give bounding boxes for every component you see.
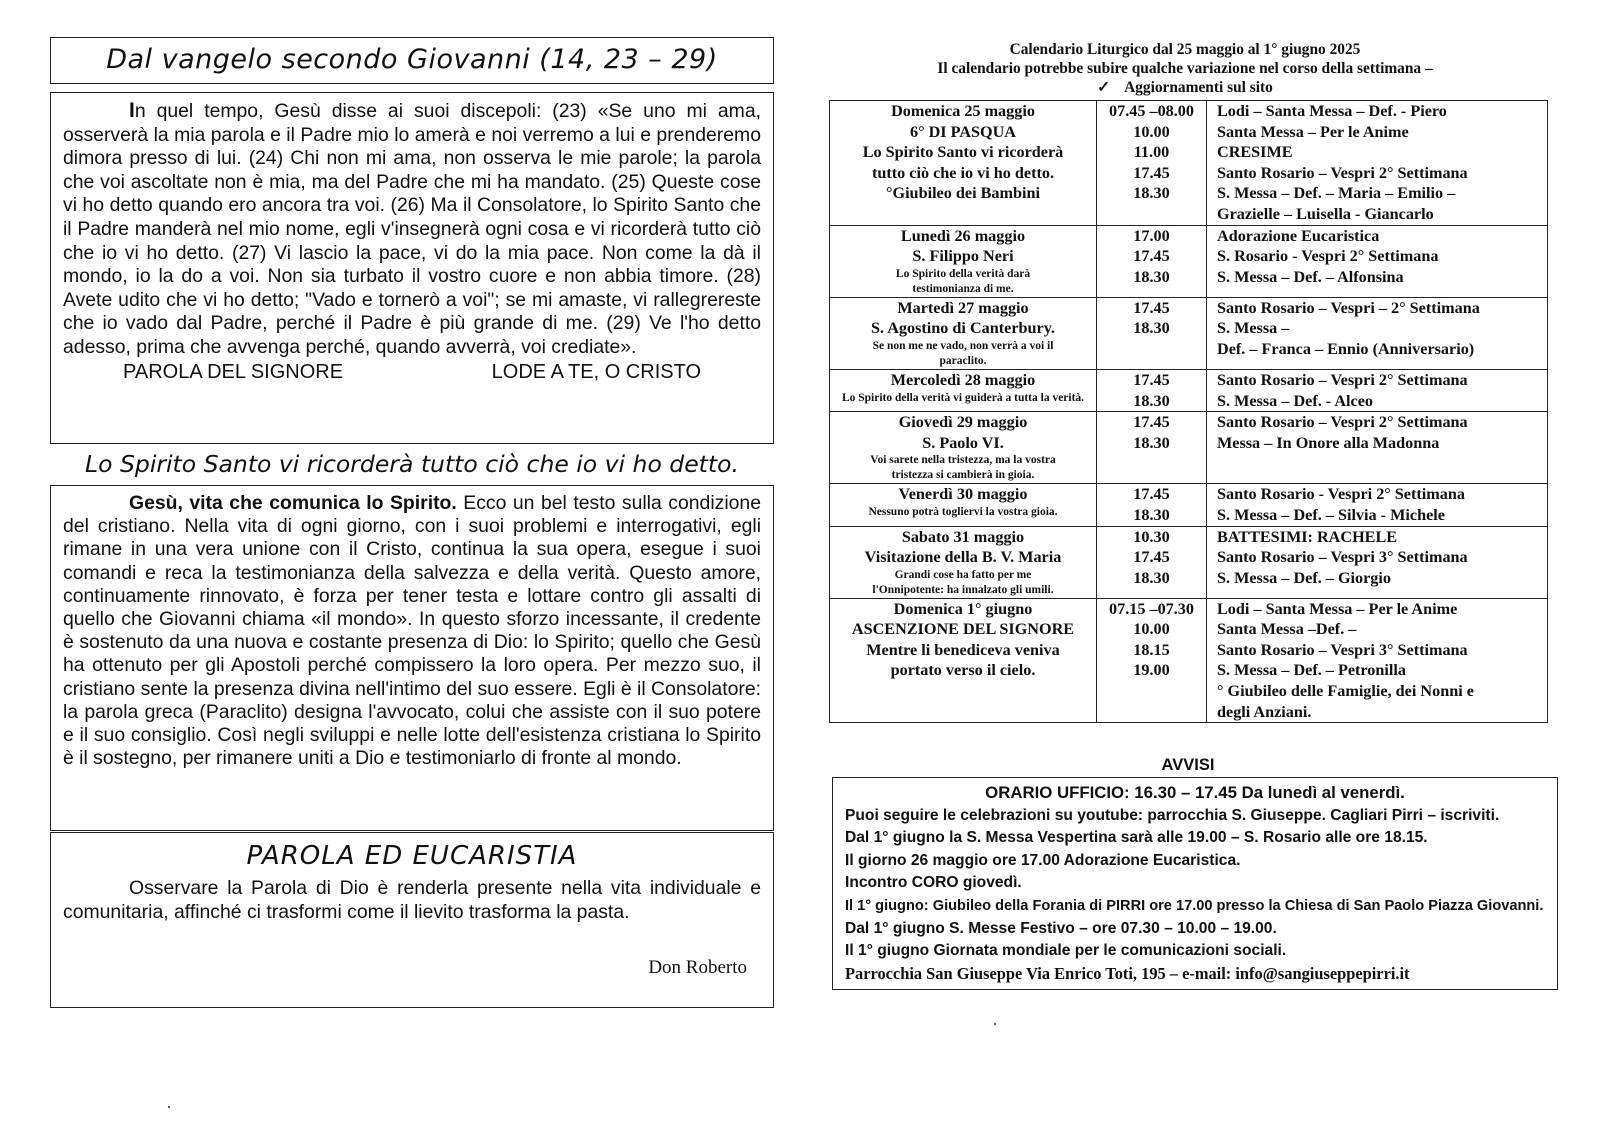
day-scripture-note: Nessuno potrà togliervi la vostra gioia. — [868, 505, 1058, 518]
event-time: 18.30 — [1133, 391, 1170, 410]
event-description: Messa – In Onore alla Madonna — [1217, 433, 1440, 452]
event-description: S. Messa – Def. – Silvia - Michele — [1217, 505, 1445, 524]
avvisi-line: Parrocchia San Giuseppe Via Enrico Toti, 195 – e-mail: info@sangiuseppepirri.it — [845, 963, 1410, 983]
day-scripture-note: Grandi cose ha fatto per me — [894, 568, 1032, 581]
event-time: 17.45 — [1133, 370, 1170, 389]
day-label: Visitazione della B. V. Maria — [864, 548, 1062, 567]
event-description: S. Rosario - Vespri 2° Settimana — [1217, 247, 1439, 266]
day-scripture-note: Lo Spirito della verità vi guiderà a tutta la verità. — [841, 391, 1085, 404]
calendar-day-cell — [830, 369, 1097, 411]
calendar-time-cell — [1097, 412, 1207, 484]
day-scripture-note: Voi sarete nella tristezza, ma la vostra — [870, 454, 1056, 467]
calendar-row — [830, 598, 1548, 723]
event-time: 07.15 –07.30 — [1109, 599, 1194, 618]
day-scripture-note: testimonianza di me. — [912, 282, 1014, 295]
event-time: 11.00 — [1133, 143, 1170, 162]
event-time: 10.00 — [1133, 122, 1170, 141]
signature: Don Roberto — [648, 957, 747, 978]
calendar-subtitle: Il calendario potrebbe subire qualche variazione nel corso della settimana – — [937, 60, 1433, 77]
event-time: 07.45 –08.00 — [1109, 102, 1194, 120]
avvisi-line: Dal 1° giugno la S. Messa Vespertina sarà alle 19.00 – S. Rosario alle ore 18.15. — [845, 829, 1428, 847]
calendar-row — [830, 369, 1548, 411]
event-description: Santo Rosario – Vespri – 2° Settimana — [1217, 298, 1480, 317]
event-time: 17.45 — [1133, 298, 1170, 317]
day-label: S. Paolo VI. — [922, 433, 1004, 452]
day-scripture-note: Se non me ne vado, non verrà a voi il — [872, 339, 1054, 352]
event-time: 17.45 — [1133, 485, 1170, 504]
calendar-event-cell — [1207, 369, 1548, 411]
calendar-row — [830, 412, 1548, 484]
event-description: Santo Rosario – Vespri 3° Settimana — [1217, 640, 1468, 659]
gospel-title: Dal vangelo secondo Giovanni (14, 23 – 29) — [106, 44, 718, 75]
avvisi-line: ORARIO UFFICIO: 16.30 – 17.45 Da lunedì al venerdì. — [985, 783, 1405, 802]
event-time: 19.00 — [1133, 661, 1170, 680]
commentary-heading: Gesù, vita che comunica lo Spirito. — [129, 492, 457, 514]
day-label: Mercoledì 28 maggio — [890, 370, 1036, 389]
event-description: Def. – Franca – Ennio (Anniversario) — [1217, 339, 1475, 358]
day-label: Domenica 1° giugno — [893, 599, 1033, 618]
event-description: Santo Rosario – Vespri 2° Settimana — [1217, 163, 1468, 182]
event-time: 17.45 — [1133, 548, 1170, 567]
event-time: 17.45 — [1133, 247, 1170, 266]
avvisi-line: Il 1° giugno: Giubileo della Forania di PIRRI ore 17.00 presso la Chiesa di San Paolo Piazza Giovanni. — [845, 897, 1544, 914]
parola-eucaristia-title: PAROLA ED EUCARISTIA — [246, 841, 578, 871]
calendar-event-cell — [1207, 101, 1548, 226]
calendar-day-cell — [830, 526, 1097, 598]
acclamation-right: LODE A TE, O CRISTO — [491, 360, 701, 383]
calendar-time-cell — [1097, 101, 1207, 226]
event-description: CRESIME — [1217, 143, 1293, 162]
calendar-event-cell — [1207, 297, 1548, 369]
avvisi-line: Puoi seguire le celebrazioni su youtube: parrocchia S. Giuseppe. Cagliari Pirri – iscriviti. — [845, 806, 1500, 824]
event-time: 17.45 — [1133, 413, 1170, 432]
event-time: 18.30 — [1133, 433, 1170, 452]
day-scripture-note: l'Onnipotente: ha innalzato gli umili. — [872, 583, 1054, 596]
calendar-event-cell — [1207, 412, 1548, 484]
parola-eucaristia-box — [50, 832, 774, 1008]
event-time: 18.30 — [1133, 568, 1170, 587]
day-label: ASCENZIONE DEL SIGNORE — [851, 620, 1075, 639]
calendar-table — [829, 100, 1548, 723]
calendar-day-cell — [830, 297, 1097, 369]
avvisi-line: Il giorno 26 maggio ore 17.00 Adorazione Eucaristica. — [845, 851, 1241, 869]
event-description: Santa Messa –Def. – — [1217, 620, 1357, 639]
gospel-dropcap: I — [129, 99, 135, 122]
scripture-quote: Lo Spirito Santo vi ricorderà tutto ciò che io vi ho detto. — [85, 450, 739, 478]
event-time: 18.30 — [1133, 319, 1170, 338]
gospel-acclamation — [63, 361, 761, 384]
commentary-paragraph — [63, 492, 761, 770]
calendar-event-cell — [1207, 598, 1548, 723]
day-scripture-note: paraclito. — [939, 354, 987, 367]
event-description: Adorazione Eucaristica — [1217, 226, 1380, 245]
calendar-day-cell — [830, 225, 1097, 297]
calendar-day-cell — [830, 101, 1097, 226]
day-label: Lo Spirito Santo vi ricorderà — [862, 143, 1064, 162]
gospel-title-box — [50, 37, 774, 84]
event-time: 10.00 — [1133, 620, 1170, 639]
calendar-time-cell — [1097, 484, 1207, 526]
calendar-row — [830, 484, 1548, 526]
event-time: 17.00 — [1133, 226, 1170, 245]
gospel-text-box — [50, 92, 774, 444]
calendar-row — [830, 526, 1548, 598]
day-scripture-note: tristezza si cambierà in gioia. — [891, 469, 1035, 482]
calendar-time-cell — [1097, 369, 1207, 411]
event-description: BATTESIMI: RACHELE — [1217, 527, 1398, 546]
calendar-row — [830, 101, 1548, 226]
scan-speck — [168, 1106, 170, 1108]
event-time: 17.45 — [1133, 163, 1170, 182]
event-description: S. Messa – Def. – Alfonsina — [1217, 267, 1404, 286]
avvisi-title: AVVISI — [1161, 756, 1215, 774]
parola-eucaristia-text: Osservare la Parola di Dio è renderla presente nella vita individuale e comunitaria, affinché ci trasformi come il lievito trasforma la pasta. — [63, 877, 761, 923]
avvisi-line: Incontro CORO giovedì. — [845, 874, 1022, 892]
commentary-box — [50, 485, 774, 831]
event-time: 18.30 — [1133, 267, 1170, 286]
event-time: 18.30 — [1133, 184, 1170, 203]
day-label: Mentre li benediceva veniva — [866, 640, 1060, 659]
acclamation-left: PAROLA DEL SIGNORE — [123, 360, 344, 383]
event-description: Lodi – Santa Messa – Def. - Piero — [1217, 102, 1447, 120]
event-description: Santa Messa – Per le Anime — [1217, 122, 1409, 141]
day-label: Sabato 31 maggio — [901, 527, 1025, 546]
event-description: Grazielle – Luisella - Giancarlo — [1217, 204, 1434, 223]
event-time: 18.30 — [1133, 505, 1170, 524]
event-description: degli Anziani. — [1217, 702, 1312, 721]
day-label: Lunedì 26 maggio — [900, 226, 1026, 245]
update-note-text: Aggiornamenti sul sito — [1124, 79, 1273, 96]
commentary-text: Ecco un bel testo sulla condizione del cristiano. Nella vita di ogni giorno, con i suoi problemi e interrogativi, egli rimane in una vera unione con il Cristo, continua la sua opera, esegue i suoi comandi e reca la testimonianza della salvezza e della verità. Questo amore, continuamente rinnovato, è forza per tener testa e lottare contro gli assalti di quello che Giovanni chiama «il mondo». In questo sforzo incessante, il credente è sostenuto da una nuova e costante presenza di Dio: lo Spirito; quello che Gesù ha ottenuto per gli Apostoli perché compissero la loro opera. Per mezzo suo, il cristiano sente la presenza divina nell'intimo del suo essere. Egli è il Consolatore: la parola greca (Paraclito) designa l'avvocato, colui che assiste con il suo potere e il suo consiglio. Così negli sviluppi e nelle lotte dell'esistenza cristiana lo Spirito è il sostegno, per rimanere uniti a Dio e testimoniarlo di fronte al mondo. — [63, 492, 761, 770]
event-description: S. Messa – Def. – Petronilla — [1217, 661, 1406, 680]
event-description: Santo Rosario - Vespri 2° Settimana — [1217, 485, 1465, 504]
calendar-update-note — [840, 78, 1530, 97]
day-label: Giovedì 29 maggio — [898, 413, 1028, 432]
event-description: ° Giubileo delle Famiglie, dei Nonni e — [1217, 682, 1474, 701]
day-label: tutto ciò che io vi ho detto. — [871, 163, 1055, 182]
calendar-time-cell — [1097, 526, 1207, 598]
day-label: Venerdì 30 maggio — [898, 485, 1028, 504]
calendar-time-cell — [1097, 225, 1207, 297]
event-description: Lodi – Santa Messa – Per le Anime — [1217, 599, 1458, 618]
avvisi-line: Il 1° giugno Giornata mondiale per le comunicazioni sociali. — [845, 942, 1287, 960]
event-description: Santo Rosario – Vespri 2° Settimana — [1217, 413, 1468, 432]
calendar-row — [830, 297, 1548, 369]
day-label: S. Filippo Neri — [912, 247, 1014, 266]
calendar-event-cell — [1207, 484, 1548, 526]
gospel-paragraph — [63, 99, 761, 360]
day-label: Martedì 27 maggio — [897, 298, 1029, 317]
day-label: °Giubileo dei Bambini — [886, 184, 1040, 203]
calendar-time-cell — [1097, 598, 1207, 723]
scan-speck — [994, 1023, 996, 1025]
event-description: S. Messa – — [1217, 319, 1290, 338]
calendar-event-cell — [1207, 526, 1548, 598]
avvisi-line: Dal 1° giugno S. Messe Festivo – ore 07.30 – 10.00 – 19.00. — [845, 919, 1277, 937]
event-description: S. Messa – Def. – Maria – Emilio – — [1217, 184, 1456, 203]
day-scripture-note: Lo Spirito della verità darà — [895, 267, 1031, 280]
calendar-row — [830, 225, 1548, 297]
calendar-time-cell — [1097, 297, 1207, 369]
day-label: S. Agostino di Canterbury. — [871, 319, 1055, 338]
day-label: 6° DI PASQUA — [909, 122, 1016, 141]
calendar-day-cell — [830, 484, 1097, 526]
event-description: Santo Rosario – Vespri 3° Settimana — [1217, 548, 1468, 567]
day-label: Domenica 25 maggio — [891, 102, 1035, 120]
calendar-header — [840, 40, 1530, 97]
calendar-day-cell — [830, 598, 1097, 723]
calendar-day-cell — [830, 412, 1097, 484]
avvisi-box — [832, 777, 1558, 990]
event-time: 18.15 — [1133, 640, 1170, 659]
day-label: portato verso il cielo. — [890, 661, 1036, 680]
event-time: 10.30 — [1133, 527, 1170, 546]
event-description: S. Messa – Def. - Alceo — [1217, 391, 1373, 410]
event-description: Santo Rosario – Vespri 2° Settimana — [1217, 370, 1468, 389]
gospel-text: n quel tempo, Gesù disse ai suoi discepoli: (23) «Se uno mi ama, osserverà la mia parola e il Padre mio lo amerà e noi verremo a lui e prenderemo dimora presso di lui. (24) Chi non mi ama, non osserva le mie parole; la parola che voi ascoltate non è mia, ma del Padre che mi ha mandato. (25) Queste cose vi ho detto quando ero ancora tra voi. (26) Ma il Consolatore, lo Spirito Santo che il Padre manderà nel mio nome, egli v'insegnerà ogni cosa e vi ricorderà tutto ciò che io vi ho detto. (27) Vi lascio la pace, vi do la mia pace. Non come la dà il mondo, io la do a voi. Non sia turbato il vostro cuore e non abbia timore. (28) Avete udito che vi ho detto; "Vado e tornerò a voi"; se mi amaste, vi rallegrereste che io vado dal Padre, perché il Padre è più grande di me. (29) Ve l'ho detto adesso, prima che avvenga perché, quando avverrà, voi crediate». — [63, 100, 761, 358]
calendar-event-cell — [1207, 225, 1548, 297]
check-icon: ✓ — [1097, 79, 1111, 96]
calendar-title: Calendario Liturgico dal 25 maggio al 1° giugno 2025 — [1009, 41, 1361, 58]
event-description: S. Messa – Def. – Giorgio — [1217, 568, 1391, 587]
